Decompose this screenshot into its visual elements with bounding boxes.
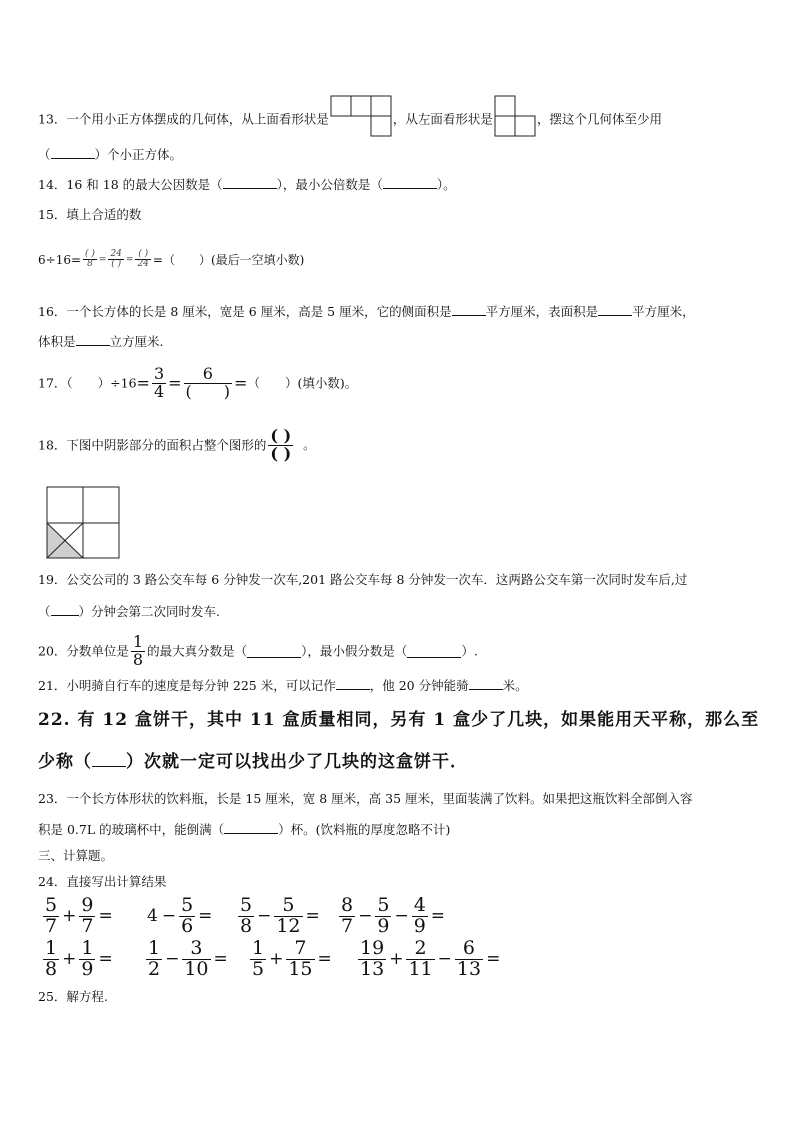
answer-blank-lateral-area[interactable] (452, 303, 486, 316)
integer: 4 (147, 906, 158, 927)
fraction: $\frac{8}{7}$ (341, 894, 354, 937)
q17-tail: （ ）(填小数)。 (247, 375, 358, 391)
q15-fraction-3: $\frac{( )}{24}$ (137, 249, 149, 270)
equals-sign: = (98, 906, 113, 927)
equals-sign: = (98, 949, 113, 970)
operator: + (389, 949, 404, 970)
paren-open: （ (38, 147, 51, 162)
q16-text-b: 平方厘米，表面积是 (485, 304, 599, 319)
q15-lead: 6÷16= (38, 252, 82, 267)
equals-sign: = (430, 906, 446, 927)
q24-row2-item3 (249, 939, 334, 980)
section-3-title: 三、计算题。 (38, 848, 114, 863)
paren-open: （ (38, 604, 51, 619)
equals-sign: = (213, 949, 228, 970)
question-15 (38, 250, 304, 270)
q22-l2b: ）次就一定可以找出少了几块的这盒饼干． (126, 752, 468, 772)
q24-row2-item4 (357, 939, 502, 980)
operator: − (437, 949, 452, 970)
q24-row2-item1 (42, 939, 115, 980)
q20-text-b: 的最大真分数是（ (147, 643, 248, 659)
q16-text-d: 体积是 (38, 334, 76, 349)
q24-row2-item2 (145, 939, 230, 980)
question-21 (38, 677, 528, 694)
question-23-line2 (38, 821, 450, 838)
equals: = (125, 254, 134, 265)
q18-figure (46, 486, 122, 560)
q13-tail: ）个小正方体。 (94, 147, 183, 162)
answer-blank-surface-area[interactable] (598, 303, 632, 316)
question-18 (38, 428, 316, 463)
answer-blank[interactable] (92, 752, 126, 767)
q20-fraction-unit: $\frac{1}{8}$ (132, 632, 144, 669)
question-16-line2 (38, 333, 164, 350)
fraction: $\frac{5}{7}$ (45, 894, 58, 937)
question-20 (38, 634, 478, 669)
q13-text-pre: 13．一个用小正方体摆成的几何体，从上面看形状是 (38, 111, 329, 127)
question-19-line2 (38, 603, 220, 620)
fraction: $\frac{2}{11}$ (408, 937, 433, 980)
q16-text-c: 平方厘米， (632, 304, 695, 319)
operator: + (269, 949, 284, 970)
q23-l2a: 积是 0.7L 的玻璃杯中，能倒满（ (38, 822, 225, 837)
top-view-figure (329, 95, 393, 139)
q16-text-a: 16．一个长方体的长是 8 厘米，宽是 6 厘米，高是 5 厘米，它的侧面积是 (38, 304, 452, 319)
q20-text-c: ），最小假分数是（ (301, 643, 408, 659)
question-25 (38, 989, 108, 1005)
q23-line1: 23．一个长方体形状的饮料瓶，长是 15 厘米，宽 8 厘米，高 35 厘米，里面装满了饮料。如果把这瓶饮料全部倒入容 (38, 791, 693, 806)
question-15-title (38, 207, 141, 223)
q15-fraction-1: $\frac{( )}{8}$ (85, 249, 95, 270)
q24-title: 24．直接写出计算结果 (38, 874, 167, 889)
q17-fraction-1: $\frac{3}{4}$ (153, 364, 165, 401)
q20-text-a: 20．分数单位是 (38, 643, 129, 659)
fraction: $\frac{5}{9}$ (377, 894, 390, 937)
fraction: $\frac{1}{2}$ (148, 937, 161, 980)
equals-sign: = (486, 949, 501, 970)
fraction: $\frac{4}{9}$ (413, 894, 426, 937)
q25-title: 25．解方程. (38, 989, 108, 1004)
answer-blank-improper[interactable] (407, 645, 461, 658)
operator: − (394, 906, 409, 927)
operator: + (62, 949, 77, 970)
q24-row1-item3 (237, 896, 322, 937)
q21-text-c: 米。 (502, 678, 528, 693)
equals: = (234, 373, 248, 393)
q20-text-d: ）. (461, 643, 478, 659)
question-22 (38, 709, 759, 731)
q18-end: 。 (303, 437, 316, 453)
q13-text-post: ，摆这个几何体至少用 (536, 111, 662, 127)
q13-text-mid: ，从左面看形状是 (392, 111, 493, 127)
q23-l2b: ）杯。(饮料瓶的厚度忽略不计) (278, 822, 451, 837)
operator: − (161, 906, 177, 927)
q19-line1: 19．公交公司的 3 路公交车每 6 分钟发一次车,201 路公交车每 8 分钟发一次车．这两路公交车第一次同时发车后,过 (38, 572, 688, 587)
q14-text-b: ），最小公倍数是（ (276, 177, 383, 192)
fraction: $\frac{5}{6}$ (181, 894, 194, 937)
question-17 (38, 366, 357, 401)
answer-blank[interactable] (224, 821, 278, 834)
q14-text-a: 14．16 和 18 的最大公因数是（ (38, 177, 223, 192)
answer-blank-proper[interactable] (247, 645, 301, 658)
q21-text-a: 21．小明骑自行车的速度是每分钟 225 米，可以记作 (38, 678, 336, 693)
question-22-line2 (38, 751, 468, 773)
answer-blank[interactable] (51, 603, 79, 616)
fraction: $\frac{1}{8}$ (45, 937, 58, 980)
equals: = (136, 373, 150, 393)
q15-title: 15．填上合适的数 (38, 207, 142, 222)
fraction: $\frac{7}{15}$ (288, 937, 313, 980)
question-19 (38, 572, 687, 588)
equals: = (168, 373, 182, 393)
answer-blank-lcm[interactable] (383, 176, 437, 189)
q22-l2a: 少称（ (38, 752, 92, 772)
fraction: $\frac{3}{10}$ (184, 937, 209, 980)
answer-blank[interactable] (51, 146, 95, 159)
question-13-line2 (38, 146, 182, 163)
answer-blank-distance[interactable] (469, 677, 503, 690)
q17-lead: 17．（ ）÷16 (38, 375, 137, 391)
answer-blank-volume[interactable] (76, 333, 110, 346)
section-heading (38, 848, 113, 864)
equals-sign: = (198, 906, 213, 927)
q18-text: 18．下图中阴影部分的面积占整个图形的 (38, 437, 267, 453)
question-13 (38, 98, 662, 142)
operator: − (358, 906, 373, 927)
answer-blank-speed[interactable] (336, 677, 370, 690)
equals-sign: = (305, 906, 320, 927)
q19-tail: ）分钟会第二次同时发车. (78, 604, 220, 619)
q24-row1-item1 (42, 896, 115, 937)
q22-line1: 22. 有 12 盒饼干，其中 11 盒质量相同，另有 1 盒少了几块，如果能用天平称，那么至 (38, 710, 760, 730)
q15-fraction-2: $\frac{24}{( )}$ (110, 249, 122, 270)
fraction: $\frac{6}{13}$ (456, 937, 482, 980)
left-view-figure (493, 95, 537, 139)
q24-row1-item4 (338, 896, 447, 937)
q16-text-e: 立方厘米. (109, 334, 164, 349)
fraction: $\frac{9}{7}$ (81, 894, 94, 937)
fraction: $\frac{19}{13}$ (360, 937, 385, 980)
q14-text-c: ）。 (436, 177, 456, 192)
fraction: $\frac{1}{5}$ (252, 937, 265, 980)
fraction: $\frac{5}{8}$ (240, 894, 253, 937)
equals: = (98, 254, 107, 265)
operator: − (165, 949, 180, 970)
q15-tail: =（ ）(最后一空填小数) (152, 252, 305, 267)
question-16 (38, 303, 695, 320)
operator: + (62, 906, 77, 927)
equals-sign: = (317, 949, 332, 970)
question-23 (38, 791, 693, 807)
fraction: $\frac{5}{12}$ (276, 894, 301, 937)
answer-blank-gcd[interactable] (223, 176, 277, 189)
q21-text-b: ，他 20 分钟能骑 (369, 678, 469, 693)
q18-fraction: $\frac{( )}{( )}$ (270, 426, 292, 463)
question-14 (38, 176, 456, 193)
q17-fraction-2: $\frac{6}{( )}$ (185, 364, 231, 401)
question-24-title (38, 874, 166, 890)
fraction: $\frac{1}{9}$ (81, 937, 94, 980)
operator: − (257, 906, 272, 927)
q24-row1-item2 (145, 896, 214, 937)
